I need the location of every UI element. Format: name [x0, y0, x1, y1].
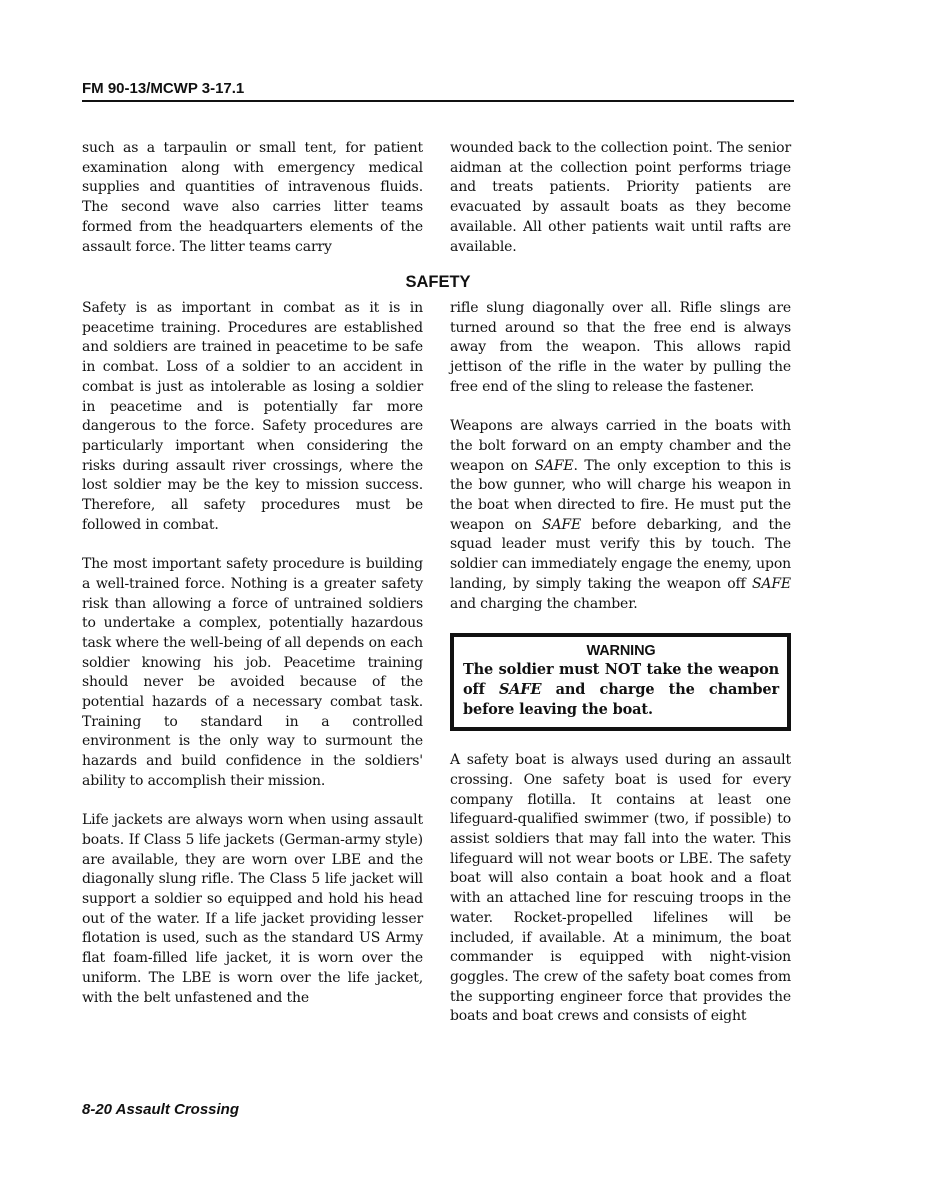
paragraph-well-trained-force: The most important safety procedure is building a well-trained force. Nothing is a greater safety risk than allowing a force of untrained soldiers to undertake a complex, potentially hazardous task where the well-being of all depends on each soldier knowing his job. Peacetime training should never be avoided because of the potential hazards of a necessary combat task. Training to standard in a controlled environment is the only way to surmount the hazards and build confidence in the soldiers' ability to accomplish their mission.	[82, 556, 423, 789]
paragraph-safety-boat: A safety boat is always used during an assault crossing. One safety boat is used for every company flotilla. It contains at least one lifeguard-qualified swimmer (two, if possible) to assist soldiers that may fall into the water. This lifeguard will not wear boots or LBE. The safety boat will also contain a boat hook and a float with an attached line for rescuing troops in the water. Rocket-propelled lifelines will be included, if available. At a minimum, the boat commander is equipped with night-vision goggles. The crew of the safety boat comes from the supporting engineer force that provides the boats and boat crews and consists of eight	[450, 752, 791, 1025]
document-id: FM 90-13/MCWP 3-17.1	[82, 80, 245, 97]
paragraph-safety-importance: Safety is as important in combat as it is in peacetime training. Procedures are established and soldiers are trained in peacetime to be safe in combat. Loss of a soldier to an accident in combat is just as intolerable as losing a soldier in peacetime and is potentially far more dangerous to the force. Safety procedures are particularly important when considering the risks during assault river crossings, where the lost soldier may be the key to mission success. Therefore, all safety procedures must be followed in combat.	[82, 300, 423, 533]
page-footer: 8-20 Assault Crossing	[82, 1101, 239, 1118]
paragraph: such as a tarpaulin or small tent, for patient examination along with emergency medical supplies and quantities of intravenous fluids. The second wave also carries litter teams formed from the headquarters elements of the assault force. The litter teams carry	[82, 140, 423, 255]
warning-title: WARNING	[586, 643, 656, 660]
page-header	[82, 80, 794, 102]
paragraph: wounded back to the collection point. The senior aidman at the collection point performs triage and treats patients. Priority patients are evacuated by assault boats as they become available. All other patients wait until rafts are available.	[450, 140, 791, 255]
paragraph-weapons: Weapons are always carried in the boats with the bolt forward on an empty chamber and the weapon on SAFE. The only exception to this is the bow gunner, who will charge his weapon in the boat when directed to fire. He must put the weapon on SAFE before debarking, and the squad leader must verify this by touch. The soldier can immediately engage the enemy, upon landing, by simply taking the weapon off SAFE and charging the chamber.	[450, 418, 791, 612]
warning-text: The soldier must NOT take the weapon off SAFE and charge the chamber before leaving the boat.	[463, 661, 779, 719]
paragraph-rifle-slings: rifle slung diagonally over all. Rifle slings are turned around so that the free end is always away from the weapon. This allows rapid jettison of the rifle in the water by pulling the free end of the sling to release the fastener.	[450, 300, 791, 395]
section-heading: SAFETY	[405, 273, 471, 291]
left-column-continuation	[82, 139, 423, 257]
warning-box	[450, 633, 791, 731]
right-column	[450, 299, 791, 1027]
right-column-continuation	[450, 139, 791, 257]
left-column	[82, 299, 423, 1008]
paragraph-life-jackets: Life jackets are always worn when using assault boats. If Class 5 life jackets (German-army style) are available, they are worn over LBE and the diagonally slung rifle. The Class 5 life jacket will support a soldier so equipped and hold his head out of the water. If a life jacket providing lesser flotation is used, such as the standard US Army flat foam-filled life jacket, it is worn over the uniform. The LBE is worn over the life jacket, with the belt unfastened and the	[82, 812, 423, 1006]
